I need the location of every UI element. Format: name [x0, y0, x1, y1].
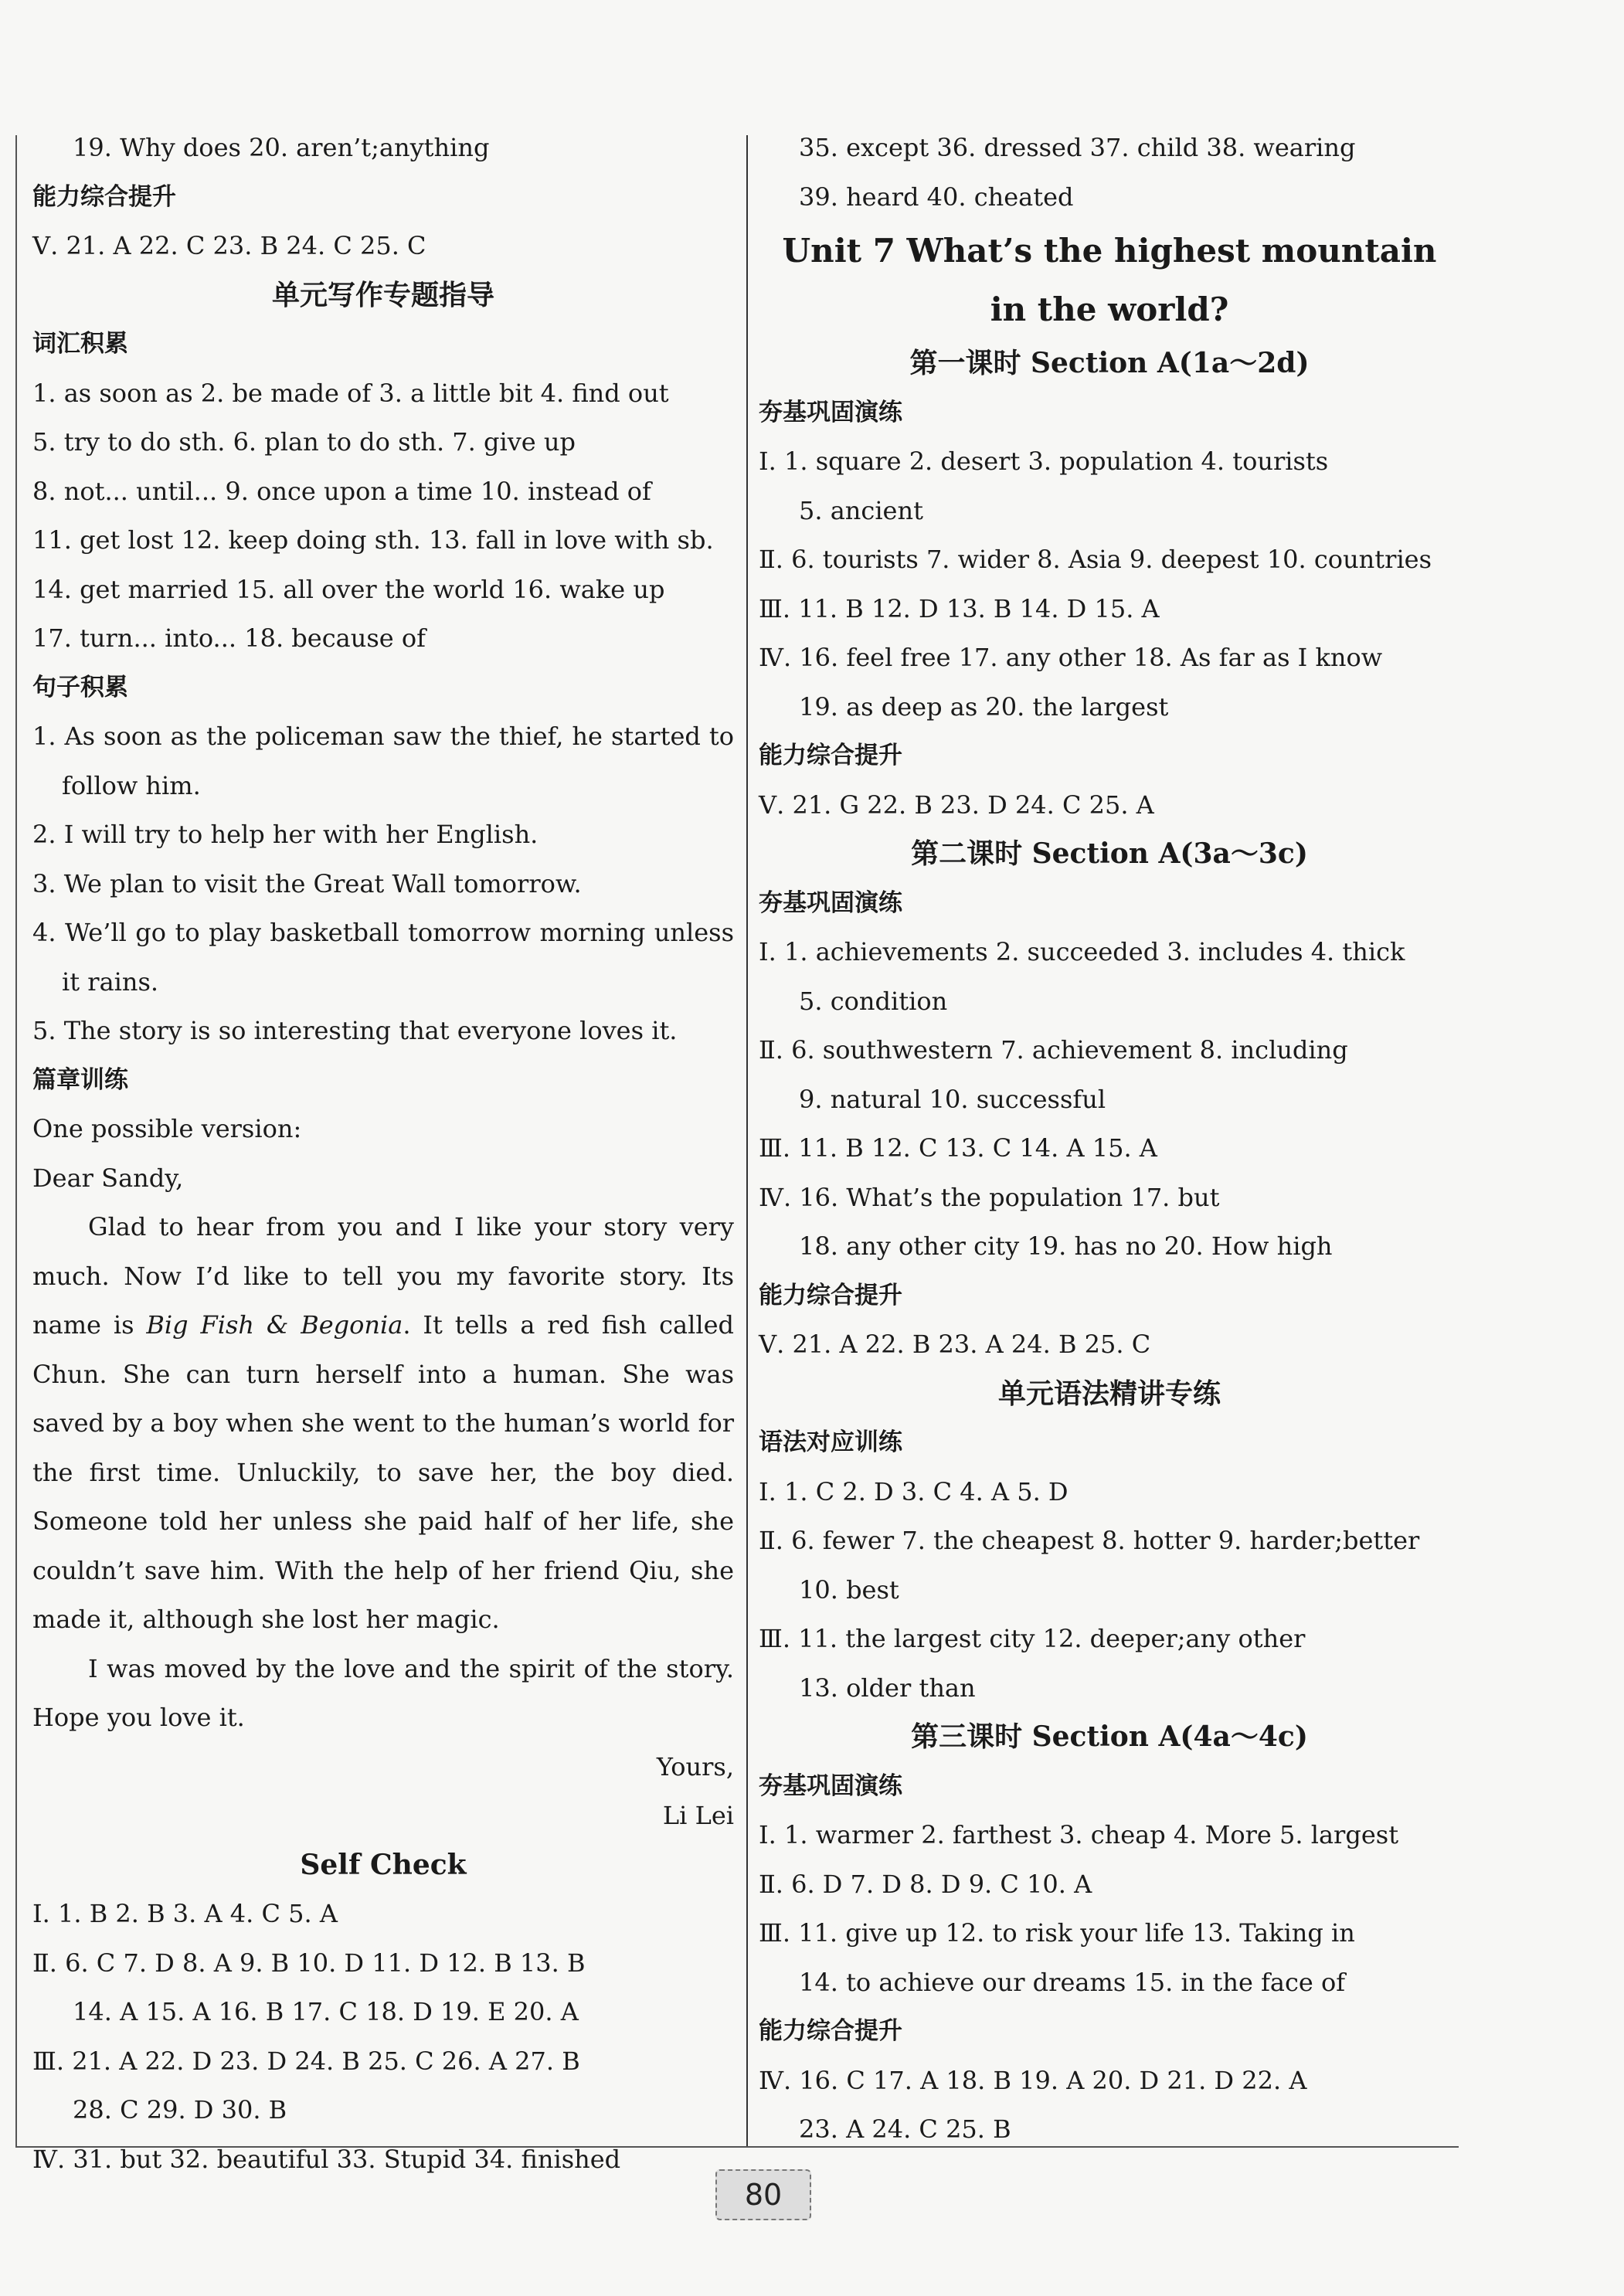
essay-closing: Yours, — [656, 1751, 734, 1781]
answer-line: 5. condition — [799, 986, 948, 1016]
unit-title: in the world? — [990, 290, 1229, 328]
answer-line: Ⅲ. 11. the largest city 12. deeper;any other — [759, 1624, 1306, 1653]
left-margin-rule — [15, 135, 17, 2148]
essay-signature: Li Lei — [662, 1801, 734, 1830]
essay-paragraph: I was moved by the love and the spirit of the story. Hope you love it. — [32, 1653, 734, 1732]
unit-writing-title: 单元写作专题指导 — [271, 278, 494, 311]
vocab-line: 1. as soon as 2. be made of 3. a little bit 4. find out — [32, 378, 669, 408]
answer-line: 13. older than — [799, 1673, 976, 1703]
unit-title: Unit 7 What’s the highest mountain — [782, 232, 1437, 270]
answer-line: 5. ancient — [799, 495, 923, 525]
section-heading: 夯基巩固演练 — [759, 398, 902, 426]
section-heading: 能力综合提升 — [32, 182, 176, 211]
answer-line: 35. except 36. dressed 37. child 38. wearing — [799, 133, 1356, 162]
answer-line: 18. any other city 19. has no 20. How high — [799, 1231, 1333, 1261]
answer-line: Ⅳ. 16. feel free 17. any other 18. As far as I know — [759, 643, 1383, 672]
answer-line: 19. Why does 20. aren’t;anything — [73, 133, 490, 162]
answer-line: Ⅰ. 1. B 2. B 3. A 4. C 5. A — [32, 1899, 338, 1928]
answer-line: Ⅲ. 21. A 22. D 23. D 24. B 25. C 26. A 27. B — [32, 2046, 580, 2076]
sentence-line: 5. The story is so interesting that everyone loves it. — [32, 1016, 678, 1045]
section-heading: 夯基巩固演练 — [759, 888, 902, 917]
lesson-title: 第三课时 Section A(4a～4c) — [911, 1720, 1308, 1753]
answer-line: 14. to achieve our dreams 15. in the face of — [799, 1967, 1346, 1997]
answer-line: 19. as deep as 20. the largest — [799, 691, 1169, 722]
answer-line: Ⅱ. 6. southwestern 7. achievement 8. including — [759, 1035, 1348, 1065]
section-heading: 能力综合提升 — [759, 1281, 902, 1309]
section-heading: 词汇积累 — [32, 330, 128, 358]
answer-line: Ⅰ. 1. C 2. D 3. C 4. A 5. D — [759, 1476, 1069, 1506]
answer-line: 23. A 24. C 25. B — [799, 2114, 1011, 2144]
answer-line: Ⅱ. 6. fewer 7. the cheapest 8. hotter 9. harder;better — [759, 1526, 1420, 1555]
left-column — [32, 124, 734, 2184]
essay-paragraph: Glad to hear from you and I like your story very much. Now I’d like to tell you my favorite story. Its name is Big Fish & Begonia. It tells a red fish called Chun. She can turn herself into a human. She was saved by a boy when she went to the human’s world for the first time. Unluckily, to save her, the boy died. Someone told her unless she paid half of her life, she couldn’t save him. With the help of her friend Qiu, she made it, although she lost her magic. — [32, 1212, 735, 1634]
section-heading: 能力综合提升 — [759, 2017, 902, 2045]
lesson-title: 第二课时 Section A(3a～3c) — [911, 837, 1308, 870]
answer-line: 9. natural 10. successful — [799, 1084, 1106, 1114]
answer-line: 14. A 15. A 16. B 17. C 18. D 19. E 20. A — [73, 1997, 579, 2026]
section-heading: 夯基巩固演练 — [759, 1771, 902, 1800]
vocab-line: 5. try to do sth. 6. plan to do sth. 7. give up — [32, 427, 576, 457]
section-heading: 句子积累 — [32, 673, 128, 701]
answer-line: Ⅲ. 11. B 12. D 13. B 14. D 15. A — [759, 593, 1160, 623]
right-column — [759, 124, 1460, 2155]
sentence-line: 1. As soon as the policeman saw the thief, he started to follow him. — [32, 722, 734, 800]
essay-intro: One possible version: — [32, 1114, 302, 1143]
story-title: Big Fish & Begonia — [146, 1310, 403, 1340]
lesson-title: 第一课时 Section A(1a～2d) — [909, 347, 1310, 379]
answer-line: Ⅳ. 16. What’s the population 17. but — [759, 1182, 1220, 1212]
answer-line: Ⅱ. 6. C 7. D 8. A 9. B 10. D 11. D 12. B 13. B — [32, 1948, 586, 1978]
answer-line: Ⅲ. 11. give up 12. to risk your life 13. Taking in — [759, 1918, 1355, 1948]
answer-line: Ⅱ. 6. tourists 7. wider 8. Asia 9. deepest 10. countries — [759, 545, 1432, 574]
section-heading: 能力综合提升 — [759, 742, 902, 769]
sentence-line: 3. We plan to visit the Great Wall tomorrow. — [32, 868, 582, 898]
answer-line: 28. C 29. D 30. B — [73, 2095, 287, 2124]
answer-line: Ⅰ. 1. square 2. desert 3. population 4. tourists — [759, 447, 1329, 476]
sentence-line: 2. I will try to help her with her English. — [32, 820, 539, 849]
answer-line: 10. best — [799, 1574, 899, 1605]
answer-line: Ⅱ. 6. D 7. D 8. D 9. C 10. A — [759, 1869, 1092, 1899]
sentence-line: 4. We’ll go to play basketball tomorrow morning unless it rains. — [32, 918, 734, 997]
answer-line: Ⅴ. 21. A 22. B 23. A 24. B 25. C — [759, 1330, 1151, 1359]
section-heading: 语法对应训练 — [759, 1428, 902, 1456]
answer-line: Ⅴ. 21. A 22. C 23. B 24. C 25. C — [32, 231, 426, 260]
answer-line: Ⅳ. 16. C 17. A 18. B 19. A 20. D 21. D 22. A — [759, 2065, 1307, 2095]
vocab-line: 8. not... until... 9. once upon a time 10. instead of — [32, 476, 651, 506]
answer-line: Ⅰ. 1. warmer 2. farthest 3. cheap 4. More 5. largest — [759, 1820, 1399, 1849]
section-heading: 篇章训练 — [32, 1065, 128, 1094]
vocab-line: 11. get lost 12. keep doing sth. 13. fall in love with sb. — [32, 525, 714, 555]
answer-line: Ⅲ. 11. B 12. C 13. C 14. A 15. A — [759, 1133, 1157, 1163]
column-divider — [746, 135, 748, 2148]
vocab-line: 17. turn... into... 18. because of — [32, 623, 426, 653]
page-number: 80 — [715, 2169, 811, 2220]
answer-line: Ⅰ. 1. achievements 2. succeeded 3. includes 4. thick — [759, 937, 1405, 966]
vocab-line: 14. get married 15. all over the world 16. wake up — [32, 574, 665, 604]
self-check-title: Self Check — [300, 1848, 467, 1881]
answer-line: 39. heard 40. cheated — [799, 182, 1074, 212]
grammar-title: 单元语法精讲专练 — [997, 1377, 1221, 1410]
answer-line: Ⅳ. 31. but 32. beautiful 33. Stupid 34. finished — [32, 2144, 621, 2174]
essay-salutation: Dear Sandy, — [32, 1163, 184, 1193]
answer-line: Ⅴ. 21. G 22. B 23. D 24. C 25. A — [759, 790, 1154, 820]
